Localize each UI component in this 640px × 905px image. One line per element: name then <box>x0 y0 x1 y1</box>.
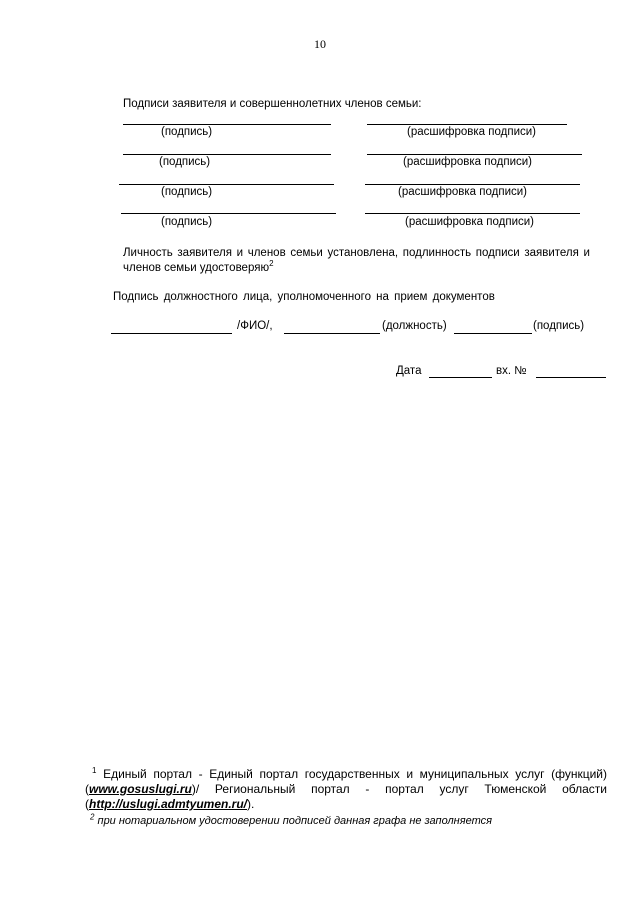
footnote-2-mark: 2 <box>90 812 95 822</box>
footnote-1-text-c: ). <box>247 797 255 811</box>
signature-label: (подпись) <box>533 320 585 332</box>
signature-line <box>123 154 331 155</box>
date-line <box>429 377 492 378</box>
decoding-caption: (расшифровка подписи) <box>403 156 532 168</box>
decoding-caption: (расшифровка подписи) <box>398 186 527 198</box>
signatures-heading: Подписи заявителя и совершеннолетних членов семьи: <box>123 98 422 110</box>
identity-statement <box>123 246 590 276</box>
decoding-line <box>365 213 580 214</box>
signature-caption: (подпись) <box>161 186 213 198</box>
fio-label: /ФИО/, <box>237 320 273 332</box>
regional-portal-link[interactable]: http://uslugi.admtyumen.ru/ <box>89 797 247 811</box>
footnote-mark: 2 <box>269 259 274 269</box>
footnote-1 <box>85 767 607 812</box>
position-line <box>454 333 532 334</box>
decoding-caption: (расшифровка подписи) <box>407 126 536 138</box>
footnote-2-text: при нотариальном удостоверении подписей данная графа не заполняется <box>97 815 493 827</box>
identity-text: Личность заявителя и членов семьи установлена, подлинность подписи заявителя и членов семьи удостоверяю <box>123 247 590 274</box>
incoming-number-label: вх. № <box>496 365 527 377</box>
signature-line <box>123 124 331 125</box>
page-number: 10 <box>314 37 326 51</box>
gosuslugi-link[interactable]: www.gosuslugi.ru <box>89 782 192 796</box>
decoding-line <box>367 154 582 155</box>
incoming-number-line <box>536 377 606 378</box>
official-signature-line <box>111 333 232 334</box>
date-label: Дата <box>396 365 422 377</box>
signature-caption: (подпись) <box>161 216 213 228</box>
official-label: Подпись должностного лица, уполномоченного на прием документов <box>113 291 495 303</box>
footnote-1-mark: 1 <box>92 766 97 775</box>
decoding-line <box>365 184 580 185</box>
footnote-1-text-a: Единый портал - Единый портал государственных и муниципальных услуг (функций) ( <box>85 767 607 796</box>
signature-caption: (подпись) <box>159 156 211 168</box>
decoding-caption: (расшифровка подписи) <box>405 216 534 228</box>
signature-line <box>121 213 336 214</box>
signature-line <box>119 184 334 185</box>
signature-caption: (подпись) <box>161 126 213 138</box>
footnote-1-text-b: )/ Региональный портал - портал услуг Тюменской области ( <box>85 782 607 811</box>
fio-line <box>284 333 380 334</box>
footnote-2 <box>90 812 493 827</box>
position-label: (должность) <box>382 320 447 332</box>
decoding-line <box>367 124 567 125</box>
